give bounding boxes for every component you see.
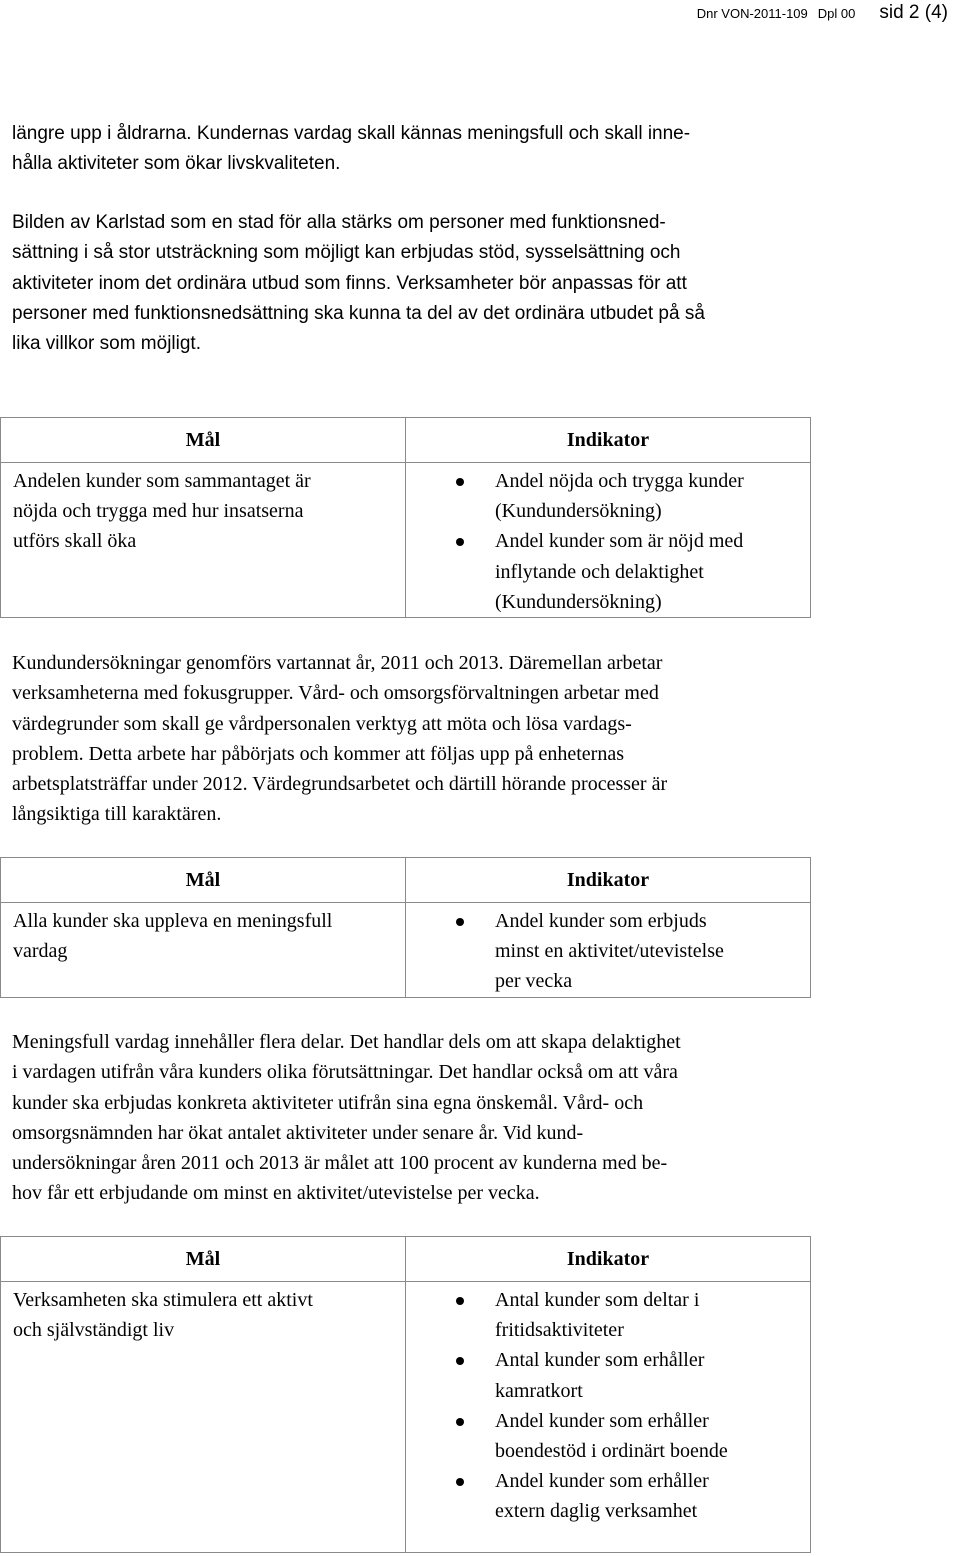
- paragraph-kundundersokningar: [12, 648, 667, 830]
- goal-cell: [1, 903, 406, 998]
- text-line: aktiviteter inom det ordinära utbud som finns. Verksamheter bör anpassas för att: [12, 272, 687, 294]
- document-dpl: Dpl 00: [817, 6, 856, 21]
- bullet-icon: [456, 1478, 464, 1486]
- indicator-item: Antal kunder som deltar i fritidsaktiviteter: [406, 1285, 810, 1345]
- goal-text-line: utförs skall öka: [13, 530, 137, 553]
- bullet-icon: [456, 918, 464, 926]
- goal-text-line: Verksamheten ska stimulera ett aktivt: [13, 1289, 313, 1311]
- document-reference: Dnr VON-2011-109: [696, 6, 808, 21]
- text-line: kunder ska erbjudas konkreta aktiviteter utifrån sina egna önskemål. Vård- och: [12, 1091, 644, 1114]
- text-line: Meningsfull vardag innehåller flera delar. Det handlar dels om att skapa delaktighet: [12, 1031, 681, 1053]
- indicator-item: Antal kunder som erhåller kamratkort: [406, 1345, 810, 1405]
- text-line: långsiktiga till karaktären.: [12, 803, 222, 826]
- indicator-item: Andel kunder som är nöjd med inflytande och delaktighet (Kundundersökning): [406, 526, 810, 617]
- goal-table-3: [0, 1236, 811, 1553]
- goal-table-1: [0, 417, 811, 618]
- text-line: hov får ett erbjudande om minst en aktivitet/utevistelse per vecka.: [12, 1182, 540, 1205]
- table-header-mal: Mål: [1, 858, 406, 903]
- table-header-mal: Mål: [1, 418, 406, 463]
- table-header-indikator: Indikator: [406, 418, 811, 463]
- text-line: lika villkor som möjligt.: [12, 333, 201, 355]
- bullet-icon: [456, 1418, 464, 1426]
- bullet-icon: [456, 1297, 464, 1305]
- text-line: i vardagen utifrån våra kunders olika förutsättningar. Det handlar också om att våra: [12, 1061, 678, 1084]
- goal-table-2: [0, 857, 811, 998]
- text-line: personer med funktionsnedsättning ska kunna ta del av det ordinära utbudet på så: [12, 302, 705, 324]
- text-line: omsorgsnämnden har ökat antalet aktiviteter under senare år. Vid kund-: [12, 1121, 584, 1144]
- bullet-icon: [456, 478, 464, 486]
- bullet-icon: [456, 538, 464, 546]
- indicator-cell: [406, 1282, 811, 1553]
- text-line: hålla aktiviteter som ökar livskvaliteten.: [12, 153, 341, 175]
- goal-text-line: vardag: [13, 940, 68, 963]
- table-header-mal: Mål: [1, 1237, 406, 1282]
- bullet-icon: [456, 1357, 464, 1365]
- page-number: sid 2 (4): [879, 2, 948, 23]
- text-line: verksamheterna med fokusgrupper. Vård- och omsorgsförvaltningen arbetar med: [12, 682, 659, 705]
- text-line: Kundundersökningar genomförs vartannat år, 2011 och 2013. Däremellan arbetar: [12, 652, 663, 674]
- table-header-indikator: Indikator: [406, 1237, 811, 1282]
- paragraph-karlstad: [12, 208, 705, 359]
- goal-text-line: Andelen kunder som sammantaget är: [13, 470, 311, 492]
- text-line: längre upp i åldrarna. Kundernas vardag skall kännas meningsfull och skall inne-: [12, 123, 691, 144]
- indicator-item: Andel kunder som erhåller boendestöd i ordinärt boende: [406, 1406, 810, 1466]
- goal-text-line: och självständigt liv: [13, 1319, 175, 1342]
- indicator-item: Andel kunder som erbjuds minst en aktivitet/utevistelse per vecka: [406, 906, 810, 997]
- goal-text-line: Alla kunder ska uppleva en meningsfull: [13, 910, 333, 932]
- text-line: Bilden av Karlstad som en stad för alla stärks om personer med funktionsned-: [12, 212, 666, 233]
- table-header-indikator: Indikator: [406, 858, 811, 903]
- text-line: sättning i så stor utsträckning som möjligt kan erbjudas stöd, sysselsättning och: [12, 242, 681, 264]
- paragraph-meningsfull-vardag: [12, 1027, 681, 1209]
- indicator-cell: [406, 903, 811, 998]
- goal-text-line: nöjda och trygga med hur insatserna: [13, 500, 304, 523]
- text-line: problem. Detta arbete har påbörjats och kommer att följas upp på enheternas: [12, 742, 624, 765]
- page-header: [697, 2, 948, 24]
- text-line: värdegrunder som skall ge vårdpersonalen verktyg att möta och lösa vardags-: [12, 712, 632, 735]
- indicator-item: Andel kunder som erhåller extern daglig verksamhet: [406, 1466, 810, 1526]
- paragraph-intro: [12, 119, 690, 180]
- indicator-item: Andel nöjda och trygga kunder (Kundundersökning): [406, 466, 810, 526]
- indicator-cell: [406, 463, 811, 618]
- goal-cell: [1, 463, 406, 618]
- text-line: undersökningar åren 2011 och 2013 är målet att 100 procent av kunderna med be-: [12, 1152, 668, 1175]
- text-line: arbetsplatsträffar under 2012. Värdegrundsarbetet och därtill hörande processer är: [12, 773, 668, 796]
- goal-cell: [1, 1282, 406, 1553]
